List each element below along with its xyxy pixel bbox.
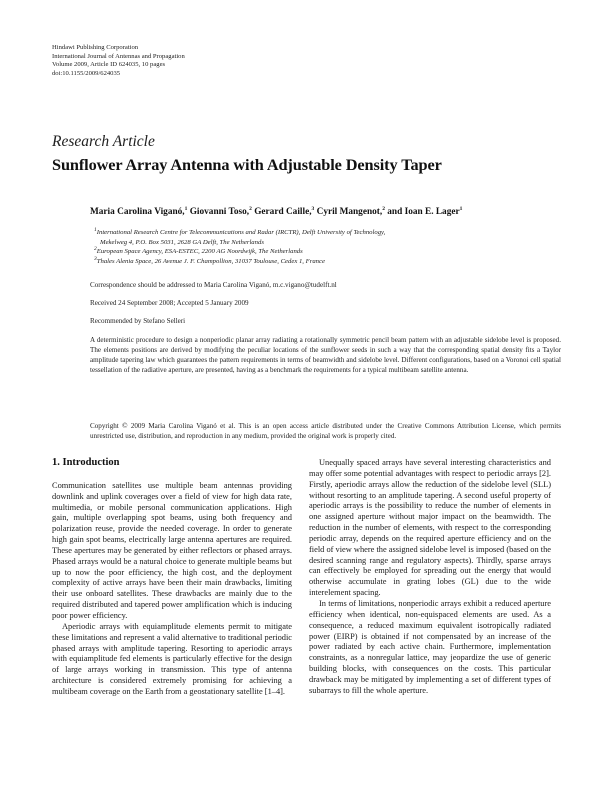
author-affil-mark: 1	[459, 205, 463, 212]
volume-info: Volume 2009, Article ID 624035, 10 pages	[52, 61, 166, 69]
doi: doi:10.1155/2009/624035	[52, 69, 121, 77]
affiliation-mark: 3	[94, 255, 97, 262]
affiliation-list	[90, 228, 560, 266]
author-affil-mark: 3	[311, 205, 315, 212]
journal-header	[52, 44, 185, 78]
affiliation-mark: 2	[94, 245, 97, 252]
author-name: Cyril Mangenot,	[316, 207, 383, 217]
body-paragraph: Communication satellites use multiple beam antennas providing downlink and uplink coverages over a field of view for high data rate, multimedia, or mobile personal communication applications. High gain, multiple overlapping spot beams, using both frequency and polarization reuse, provide the needed coverage. In order to generate high gain spot beams, electrically large antenna apertures are required. These apertures may be generated by either reflectors or phased arrays. Phased arrays would be a natural choice to generate multiple beams but up to now the poor efficiency, the high cost, and the deployment complexity of active arrays have been their main drawbacks, limiting their use onboard satellites. These drawbacks are mainly due to the required distributed and tapered power amplification which is inducing poor power efficiency.	[52, 480, 292, 620]
body-column-left	[52, 458, 292, 698]
received-dates: Received 24 September 2008; Accepted 5 January 2009	[90, 299, 249, 307]
body-paragraph: In terms of limitations, nonperiodic arrays exhibit a reduced aperture efficiency when identical, non-equispaced elements are used. As a consequence, a reduced maximum equivalent isotropically radiated power (EIRP) is obtained if not compensated by an increase of the power radiated by each active chain. Furthermore, implementation constraints, as a nonregular lattice, may jeopardize the use of generic building blocks, with consequences on the costs. This particular drawback may be mitigated by implementing a set of different types of subarrays to fill the whole aperture.	[309, 598, 551, 695]
author-affil-mark: 1	[184, 205, 188, 212]
abstract: A deterministic procedure to design a nonperiodic planar array radiating a rotationally symmetric pencil beam pattern with an adjustable sidelobe level is proposed. The elements positions are derived by modifying the peculiar locations of the sunflower seeds in such a way that the corresponding spatial density fits a Taylor amplitude tapering law which guarantees the pattern requirements in terms of beamwidth and sidelobe level. Different configurations, based on a Voronoi cell spatial tessellation of the radiative aperture, are presented, having as a benchmark the requirements for a typical multibeam satellite antenna.	[90, 336, 561, 375]
paper-title: Sunflower Array Antenna with Adjustable Density Taper	[52, 155, 442, 174]
copyright-notice: Copyright © 2009 Maria Carolina Viganó et al. This is an open access article distributed under the Creative Commons Attribution License, which permits unrestricted use, distribution, and reproduction in any medium, provided the original work is properly cited.	[90, 422, 561, 441]
author-affil-mark: 2	[382, 205, 385, 212]
correspondence-note: Correspondence should be addressed to Maria Carolina Viganó, m.c.vigano@tudelft.nl	[90, 281, 337, 289]
journal-name: International Journal of Antennas and Propagation	[52, 52, 185, 60]
author-name: Gerard Caille,	[254, 207, 312, 217]
body-paragraph: Unequally spaced arrays have several interesting characteristics and may offer some potential advantages with respect to periodic arrays [2]. Firstly, aperiodic arrays allow the reduction of the sidelobe level (SLL) without resorting to an amplitude tapering. A second useful property of aperiodic arrays is the possibility to reduce the number of elements in one assigned aperture without major impact on the beamwidth. The reduction in the number of elements, with respect to the corresponding periodic array, depends on the required aperture efficiency and on the field of view where the assigned sidelobe level is imposed (based on the desired scanning range and regulatory aspects). Thirdly, sparse arrays can effectively be employed for spreading out the energy that would otherwise accumulate in grating lobes (GL) due to the wide interelement spacing.	[309, 458, 551, 598]
recommended-by: Recommended by Stefano Selleri	[90, 317, 186, 325]
body-paragraph: Aperiodic arrays with equiamplitude elements permit to mitigate these limitations and represent a valid alternative to traditional periodic phased arrays with amplitude tapering. Resorting to aperiodic arrays with equiamplitude fed elements is particularly effective for the design of large arrays working in transmission. This type of antenna architecture is considered extremely promising for achieving a multibeam coverage on the Earth from a geostationary satellite [1–4].	[52, 621, 292, 696]
affiliation-line: Thales Alenia Space, 26 Avenue J. F. Champollion, 31037 Toulouse, Cedex 1, France	[96, 257, 325, 265]
author-name: Maria Carolina Viganó,	[90, 207, 185, 217]
author-name: Giovanni Toso,	[189, 207, 250, 217]
author-affil-mark: 2	[249, 205, 252, 212]
affiliation-line: Mekelweg 4, P.O. Box 5031, 2628 GA Delft, The Netherlands	[100, 238, 264, 246]
author-list	[90, 207, 462, 217]
publisher-name: Hindawi Publishing Corporation	[52, 44, 139, 51]
affiliation	[90, 257, 560, 267]
affiliation-line: International Research Centre for Telecommunications and Radar (IRCTR), Delft University of Technology,	[96, 229, 386, 236]
section-heading: 1. Introduction	[52, 457, 120, 468]
affiliation	[90, 228, 560, 247]
body-column-right	[309, 458, 551, 697]
affiliation	[90, 247, 560, 257]
affiliation-line: European Space Agency, ESA-ESTEC, 2200 AG Noordwijk, The Netherlands	[96, 248, 303, 255]
author-name: and Ioan E. Lager	[387, 207, 460, 217]
affiliation-mark: 1	[94, 226, 97, 233]
article-type: Research Article	[52, 133, 155, 150]
